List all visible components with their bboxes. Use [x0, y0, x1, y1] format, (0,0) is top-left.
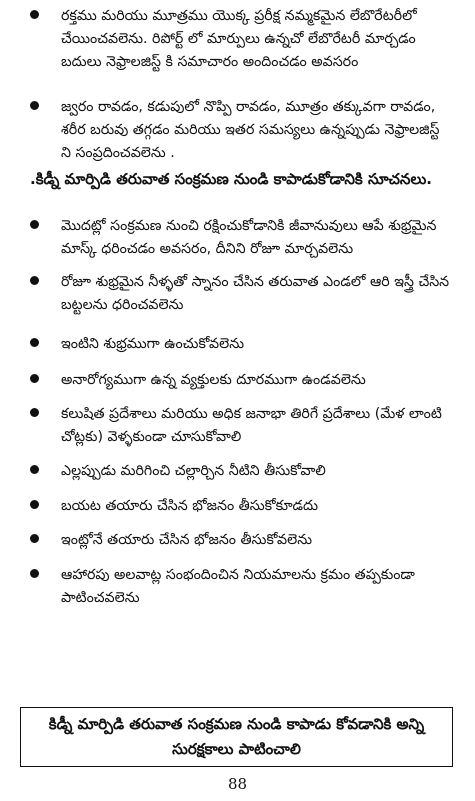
list-item-text: ఎల్లప్పుడు మరిగించి చల్లార్చిన నీటిని తీసుకోవాలి	[61, 463, 326, 479]
bullet-icon	[30, 276, 39, 285]
bullet-icon	[30, 569, 39, 578]
bullet-icon	[30, 374, 39, 383]
bullet-icon	[30, 408, 39, 417]
bullet-icon	[30, 10, 39, 19]
list-item-text: జ్వరం రావడం, కడుపులో నొప్పి రావడం, మూత్రం తక్కువగా రావడం, శరీర బరువు తగ్గడం మరియు ఇతర సమస్యలు ఉన్నప్పుడు నెఫ్రాలజిస్ట్ ని సంప్రదించవలెను .	[61, 99, 440, 161]
list-item	[30, 333, 450, 356]
list-item-text: బయట తయారు చేసిన భోజనం తీసుకోకూడదు	[61, 498, 318, 514]
list-item-text: ఆహారపు అలవాట్ల సంభందించిన నియమాలను క్రమం తప్పకుండా పాటించవలెను	[61, 567, 415, 606]
page-number: 88	[227, 775, 248, 793]
list-item-text: కలుషిత ప్రదేశాలు మరియు అధిక జనాభా తిరిగే ప్రదేశాలు (మేళ లాంటి చోట్లకు) వెళ్ళకుండా చూసుకోవాలి	[61, 406, 442, 445]
section-heading: .కిడ్నీ మార్పిడి తరువాత సంక్రమణ నుండి కాపాడుకోడానికి సూచనలు.	[30, 170, 432, 188]
list-item	[30, 403, 450, 449]
bullet-icon	[30, 220, 39, 229]
bullet-icon	[30, 338, 39, 347]
list-item-text: రోజూ శుభ్రమైన నీళ్ళతో స్నానం చేసిన తరువాత ఎండలో ఆరి ఇస్త్రీ చేసిన బట్టలను ధరించవలెను	[61, 274, 450, 313]
list-item-text: అనారోగ్యముగా ఉన్న వ్యక్తులకు దూరముగా ఉండవలెను	[61, 372, 366, 388]
bullet-icon	[30, 101, 39, 110]
bullet-icon	[30, 534, 39, 543]
list-item	[30, 215, 450, 261]
list-item	[30, 5, 450, 74]
list-item	[30, 369, 450, 392]
bullet-icon	[30, 465, 39, 474]
list-item	[30, 564, 450, 610]
list-item	[30, 529, 450, 552]
bullet-icon	[30, 500, 39, 509]
list-item-text: ఇంట్లోనే తయారు చేసిన భోజనం తీసుకోవలెను	[61, 532, 313, 548]
list-item	[30, 495, 450, 518]
boxed-note: కిడ్నీ మార్పిడి తరువాత సంక్రమణ నుండి కాపాడు కోవడానికి అన్ని సురక్షకాలు పాటించాలి	[20, 707, 453, 767]
list-item-text: ఇంటిని శుభ్రముగా ఉంచుకోవలెను	[61, 336, 245, 352]
list-item	[30, 271, 450, 317]
list-item-text: మొదట్లో సంక్రమణ నుంచి రక్షించుకోడానికి జీవానువులు ఆపే శుభ్రమైన మాస్క్ ధరించడం అవసరం, దీనిని రోజూ మార్చవలెను	[61, 218, 437, 257]
list-item	[30, 96, 450, 165]
list-item	[30, 460, 450, 483]
list-item-text: రక్తము మరియు మూత్రము యొక్క ప్రరీక్ష నమ్మకమైన లేబొరేటరీలో చేయించవలెను. రిపోర్ట్ లో మార్పులు ఉన్నచో లేబొరేటరీ మార్చడం బదులు నెఫ్రాలజిస్ట్ కి సమాచారం అందించడం అవసరం	[61, 8, 417, 70]
